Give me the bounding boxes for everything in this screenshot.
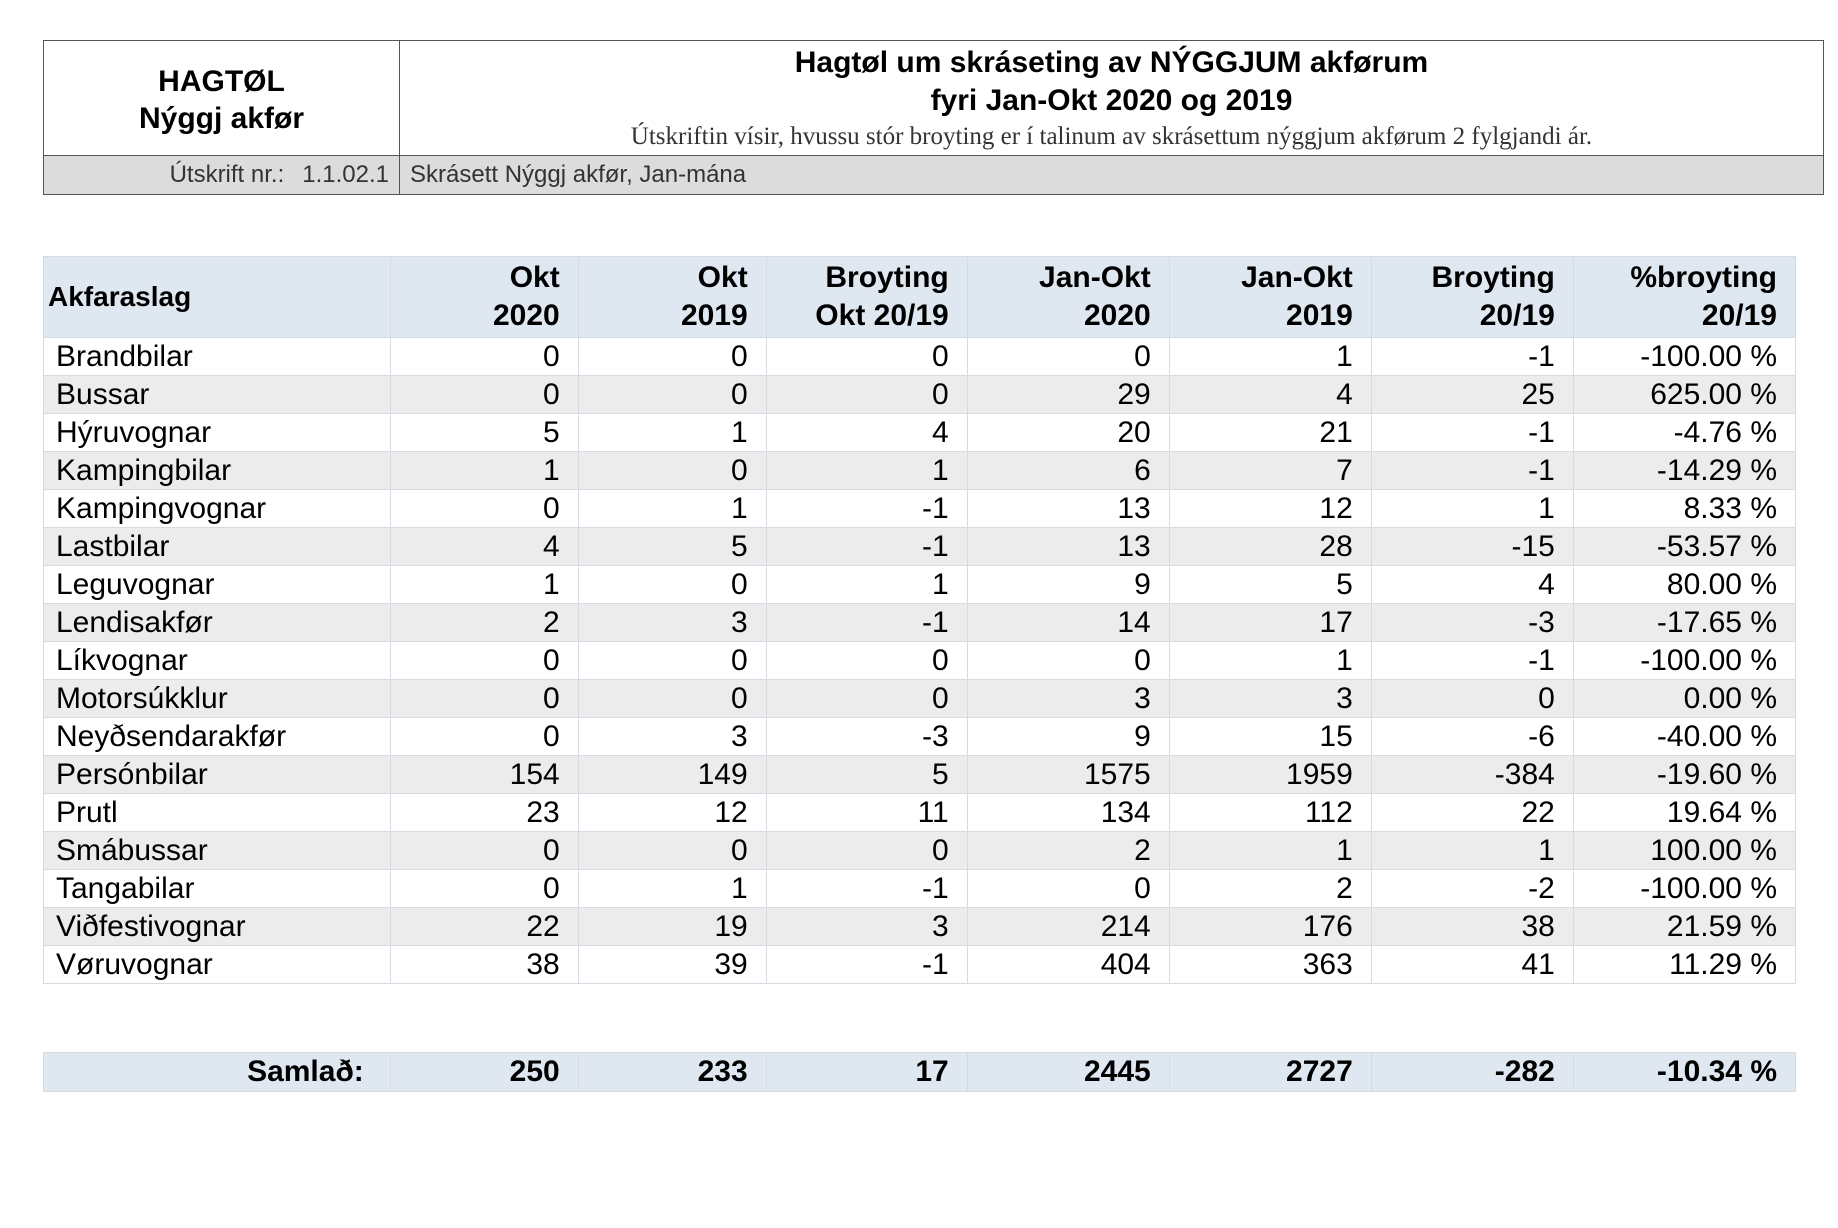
value-cell: 3	[578, 604, 766, 642]
printout-number: 1.1.02.1	[302, 161, 389, 188]
table-row	[44, 528, 1796, 566]
column-header-line1: Jan-Okt	[1039, 261, 1151, 294]
table-row	[44, 794, 1796, 832]
value-cell: 28	[1169, 528, 1371, 566]
value-cell: 4	[390, 528, 578, 566]
vehicle-type-cell: Tangabilar	[44, 870, 391, 908]
column-header	[1573, 257, 1795, 338]
value-cell: 134	[967, 794, 1169, 832]
value-cell: 0	[578, 642, 766, 680]
value-cell: 149	[578, 756, 766, 794]
value-cell: 1	[390, 452, 578, 490]
value-cell: 21	[1169, 414, 1371, 452]
value-cell: -1	[766, 870, 967, 908]
total-row	[44, 1053, 1796, 1092]
value-cell: 625.00 %	[1573, 376, 1795, 414]
total-value: -282	[1371, 1053, 1573, 1092]
table-row	[44, 376, 1796, 414]
value-cell: 1	[578, 870, 766, 908]
column-header	[766, 257, 967, 338]
value-cell: -6	[1371, 718, 1573, 756]
value-cell: -2	[1371, 870, 1573, 908]
header-category-title: HAGTØL	[158, 65, 285, 98]
value-cell: 0	[766, 376, 967, 414]
value-cell: 5	[578, 528, 766, 566]
total-label: Samlað:	[44, 1053, 391, 1092]
value-cell: 1	[766, 452, 967, 490]
value-cell: 12	[578, 794, 766, 832]
value-cell: 0	[390, 376, 578, 414]
value-cell: -1	[766, 528, 967, 566]
table-row	[44, 414, 1796, 452]
value-cell: 3	[766, 908, 967, 946]
vehicle-type-cell: Lendisakfør	[44, 604, 391, 642]
value-cell: 2	[390, 604, 578, 642]
printout-title: Skrásett Nýggj akfør, Jan-mána	[410, 161, 747, 188]
value-cell: 4	[1169, 376, 1371, 414]
value-cell: 2	[967, 832, 1169, 870]
value-cell: 0	[578, 452, 766, 490]
value-cell: 0	[578, 376, 766, 414]
total-value: 2727	[1169, 1053, 1371, 1092]
column-header	[578, 257, 766, 338]
header-bottom-row	[44, 155, 1823, 194]
header-left-cell	[44, 41, 400, 155]
value-cell: 4	[1371, 566, 1573, 604]
vehicle-registration-table	[43, 256, 1796, 984]
column-header-line1: Akfaraslag	[48, 281, 192, 312]
value-cell: 0	[578, 338, 766, 376]
value-cell: 112	[1169, 794, 1371, 832]
report-description: Útskriftin vísir, hvussu stór broyting er í talinum av skrásettum nýggjum akførum 2 fylgjandi ár.	[630, 123, 1593, 150]
value-cell: 17	[1169, 604, 1371, 642]
column-header-line2: Okt 20/19	[815, 299, 949, 332]
value-cell: 15	[1169, 718, 1371, 756]
value-cell: 1	[766, 566, 967, 604]
value-cell: 5	[766, 756, 967, 794]
value-cell: 19.64 %	[1573, 794, 1795, 832]
value-cell: 1575	[967, 756, 1169, 794]
header-right-cell	[400, 41, 1823, 155]
value-cell: 9	[967, 718, 1169, 756]
value-cell: 214	[967, 908, 1169, 946]
table-row	[44, 832, 1796, 870]
vehicle-type-cell: Vøruvognar	[44, 946, 391, 984]
value-cell: 0	[766, 642, 967, 680]
table-row	[44, 718, 1796, 756]
value-cell: -1	[1371, 414, 1573, 452]
value-cell: 25	[1371, 376, 1573, 414]
vehicle-type-cell: Smábussar	[44, 832, 391, 870]
value-cell: 14	[967, 604, 1169, 642]
value-cell: 2	[1169, 870, 1371, 908]
value-cell: 0	[578, 680, 766, 718]
printout-label: Útskrift nr.:	[169, 161, 285, 188]
value-cell: 8.33 %	[1573, 490, 1795, 528]
vehicle-type-cell: Neyðsendarakfør	[44, 718, 391, 756]
value-cell: -1	[1371, 642, 1573, 680]
table-row	[44, 452, 1796, 490]
value-cell: -384	[1371, 756, 1573, 794]
value-cell: 0	[1371, 680, 1573, 718]
total-value: 17	[766, 1053, 967, 1092]
column-header	[1371, 257, 1573, 338]
value-cell: 0	[390, 870, 578, 908]
column-header	[967, 257, 1169, 338]
value-cell: -3	[1371, 604, 1573, 642]
table-row	[44, 680, 1796, 718]
vehicle-type-cell: Brandbilar	[44, 338, 391, 376]
value-cell: 38	[1371, 908, 1573, 946]
value-cell: 1	[1169, 642, 1371, 680]
vehicle-type-cell: Kampingvognar	[44, 490, 391, 528]
value-cell: 0	[766, 338, 967, 376]
column-header-line2: 20/19	[1479, 299, 1555, 332]
value-cell: 363	[1169, 946, 1371, 984]
value-cell: 11	[766, 794, 967, 832]
total-table	[43, 1052, 1796, 1092]
value-cell: 1	[390, 566, 578, 604]
total-value: 233	[578, 1053, 766, 1092]
value-cell: 13	[967, 490, 1169, 528]
vehicle-type-cell: Viðfestivognar	[44, 908, 391, 946]
report-title-line2: fyri Jan-Okt 2020 og 2019	[930, 84, 1293, 117]
table-header-row	[44, 257, 1796, 338]
value-cell: -1	[766, 946, 967, 984]
vehicle-type-cell: Kampingbilar	[44, 452, 391, 490]
value-cell: -1	[766, 490, 967, 528]
value-cell: 5	[390, 414, 578, 452]
value-cell: 7	[1169, 452, 1371, 490]
vehicle-type-cell: Bussar	[44, 376, 391, 414]
value-cell: 1	[1169, 338, 1371, 376]
value-cell: -14.29 %	[1573, 452, 1795, 490]
value-cell: 0	[766, 832, 967, 870]
value-cell: 1959	[1169, 756, 1371, 794]
column-header-line2: 2020	[1084, 299, 1151, 332]
value-cell: 29	[967, 376, 1169, 414]
column-header-line1: %broyting	[1630, 261, 1777, 294]
table-row	[44, 642, 1796, 680]
value-cell: 39	[578, 946, 766, 984]
value-cell: 404	[967, 946, 1169, 984]
value-cell: 154	[390, 756, 578, 794]
column-header	[390, 257, 578, 338]
value-cell: 0	[967, 870, 1169, 908]
value-cell: 20	[967, 414, 1169, 452]
value-cell: 0	[578, 566, 766, 604]
value-cell: -100.00 %	[1573, 870, 1795, 908]
total-value: 2445	[967, 1053, 1169, 1092]
value-cell: 0	[390, 642, 578, 680]
table-row	[44, 870, 1796, 908]
vehicle-type-cell: Hýruvognar	[44, 414, 391, 452]
column-header-line2: 2019	[1286, 299, 1353, 332]
column-header	[1169, 257, 1371, 338]
value-cell: 0	[766, 680, 967, 718]
value-cell: 0	[390, 490, 578, 528]
value-cell: 12	[1169, 490, 1371, 528]
printout-number-cell	[44, 156, 400, 194]
value-cell: 1	[1371, 490, 1573, 528]
vehicle-type-cell: Motorsúkklur	[44, 680, 391, 718]
value-cell: 0	[967, 642, 1169, 680]
value-cell: 22	[390, 908, 578, 946]
value-cell: -3	[766, 718, 967, 756]
value-cell: 6	[967, 452, 1169, 490]
value-cell: 21.59 %	[1573, 908, 1795, 946]
vehicle-type-cell: Líkvognar	[44, 642, 391, 680]
value-cell: -40.00 %	[1573, 718, 1795, 756]
value-cell: 9	[967, 566, 1169, 604]
table-body	[44, 338, 1796, 984]
table-row	[44, 604, 1796, 642]
vehicle-type-cell: Prutl	[44, 794, 391, 832]
value-cell: 3	[967, 680, 1169, 718]
value-cell: 100.00 %	[1573, 832, 1795, 870]
value-cell: 0	[578, 832, 766, 870]
report-title-line1: Hagtøl um skráseting av NÝGGJUM akførum	[794, 46, 1429, 79]
value-cell: 11.29 %	[1573, 946, 1795, 984]
column-header-line2: 20/19	[1701, 299, 1777, 332]
table-row	[44, 946, 1796, 984]
table-row	[44, 756, 1796, 794]
value-cell: -1	[766, 604, 967, 642]
value-cell: 176	[1169, 908, 1371, 946]
value-cell: 5	[1169, 566, 1371, 604]
column-header-line1: Okt	[697, 261, 748, 294]
column-header-line1: Okt	[509, 261, 560, 294]
table-row	[44, 490, 1796, 528]
header-category-subtitle: Nýggj akfør	[138, 102, 305, 135]
vehicle-type-cell: Leguvognar	[44, 566, 391, 604]
value-cell: -53.57 %	[1573, 528, 1795, 566]
column-header-vehicle-type	[44, 257, 391, 338]
header-top-row	[44, 41, 1823, 155]
value-cell: 41	[1371, 946, 1573, 984]
value-cell: -17.65 %	[1573, 604, 1795, 642]
column-header-line1: Broyting	[1431, 261, 1555, 294]
report-header	[43, 40, 1824, 195]
total-value: -10.34 %	[1573, 1053, 1795, 1092]
value-cell: -4.76 %	[1573, 414, 1795, 452]
value-cell: 38	[390, 946, 578, 984]
value-cell: 80.00 %	[1573, 566, 1795, 604]
value-cell: 0	[390, 680, 578, 718]
value-cell: 13	[967, 528, 1169, 566]
value-cell: -100.00 %	[1573, 338, 1795, 376]
value-cell: 4	[766, 414, 967, 452]
value-cell: 22	[1371, 794, 1573, 832]
column-header-line1: Broyting	[825, 261, 949, 294]
value-cell: -1	[1371, 338, 1573, 376]
value-cell: 0	[390, 832, 578, 870]
vehicle-type-cell: Lastbilar	[44, 528, 391, 566]
table-row	[44, 338, 1796, 376]
vehicle-type-cell: Persónbilar	[44, 756, 391, 794]
value-cell: 1	[1169, 832, 1371, 870]
column-header-line2: 2020	[492, 299, 560, 332]
value-cell: 1	[578, 490, 766, 528]
value-cell: 1	[1371, 832, 1573, 870]
value-cell: -19.60 %	[1573, 756, 1795, 794]
total-value: 250	[390, 1053, 578, 1092]
value-cell: 1	[578, 414, 766, 452]
value-cell: 0	[967, 338, 1169, 376]
table-row	[44, 566, 1796, 604]
value-cell: 3	[578, 718, 766, 756]
value-cell: 3	[1169, 680, 1371, 718]
value-cell: -15	[1371, 528, 1573, 566]
value-cell: 19	[578, 908, 766, 946]
value-cell: -100.00 %	[1573, 642, 1795, 680]
column-header-line2: 2019	[680, 299, 748, 332]
column-header-line1: Jan-Okt	[1241, 261, 1353, 294]
table-row	[44, 908, 1796, 946]
value-cell: 0	[390, 338, 578, 376]
value-cell: 0.00 %	[1573, 680, 1795, 718]
value-cell: -1	[1371, 452, 1573, 490]
value-cell: 0	[390, 718, 578, 756]
value-cell: 23	[390, 794, 578, 832]
